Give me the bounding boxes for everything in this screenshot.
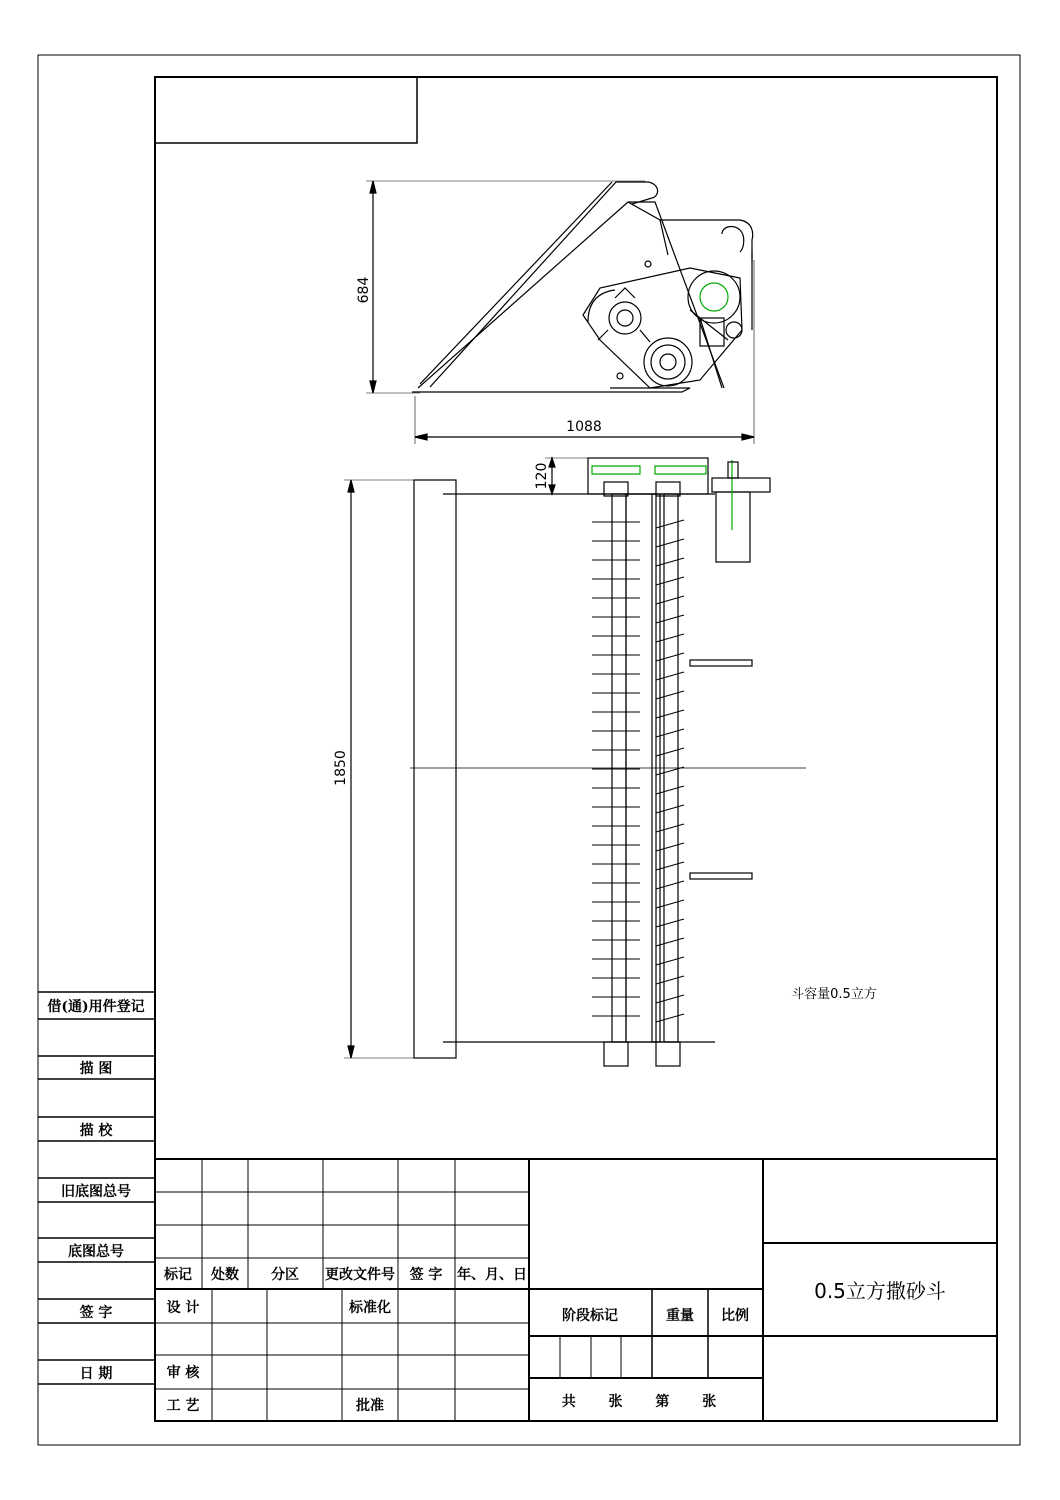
rev-header-zone: 分区: [271, 1267, 299, 1283]
inner-frame: [155, 77, 997, 1421]
side-label-tracing: 描 图: [79, 1061, 113, 1077]
label-design: 设 计: [166, 1300, 200, 1316]
rev-header-signature: 签 字: [409, 1267, 443, 1283]
dim-length-top: 1850: [333, 750, 349, 786]
side-label-old-base-no: 旧底图总号: [61, 1184, 131, 1200]
label-review: 审 核: [166, 1365, 200, 1381]
rev-header-change-doc: 更改文件号: [325, 1267, 395, 1283]
label-standardize: 标准化: [349, 1300, 391, 1316]
side-label-base-no: 底图总号: [68, 1244, 124, 1260]
label-sheet-count: 共 张 第 张: [561, 1394, 731, 1410]
label-approve: 批准: [356, 1398, 384, 1414]
side-view: [366, 181, 754, 444]
side-label-signature: 签 字: [79, 1305, 113, 1321]
capacity-note: 斗容量0.5立方: [791, 987, 877, 1002]
side-label-trace-check: 描 校: [79, 1123, 113, 1139]
top-view: [344, 458, 806, 1066]
side-label-borrow-register: 借(通)用件登记: [47, 999, 145, 1015]
drawing-title: 0.5立方撒砂斗: [814, 1279, 946, 1303]
dim-width-side: 1088: [566, 419, 602, 435]
dim-depth-top: 120: [534, 462, 550, 490]
label-process: 工 艺: [166, 1398, 200, 1414]
label-stage-mark: 阶段标记: [562, 1308, 618, 1324]
rev-header-count: 处数: [211, 1267, 239, 1283]
rev-header-mark: 标记: [164, 1267, 192, 1283]
rev-header-date: 年、月、日: [457, 1267, 527, 1283]
label-scale: 比例: [721, 1308, 749, 1324]
dim-height-side: 684: [356, 276, 372, 304]
top-left-box: [155, 77, 417, 143]
label-weight: 重量: [666, 1308, 694, 1324]
side-label-date: 日 期: [79, 1366, 113, 1382]
spreader-tines-left: [592, 522, 640, 1016]
